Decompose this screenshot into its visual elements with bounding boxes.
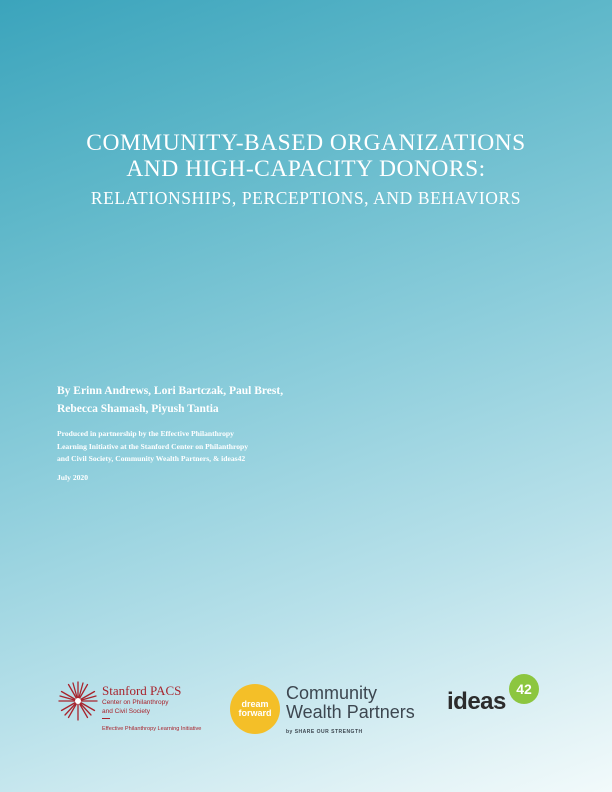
stanford-pacs-logo bbox=[58, 681, 208, 737]
cwp-name bbox=[286, 684, 415, 722]
dream-forward-badge bbox=[230, 684, 280, 734]
partnership-line-1: Produced in partnership by the Effective Philanthropy bbox=[57, 429, 234, 438]
cwp-name-line-1: Community bbox=[286, 683, 378, 703]
partnership-line-3: and Civil Society, Community Wealth Partners, & ideas42 bbox=[57, 454, 246, 463]
pacs-initiative: Effective Philanthropy Learning Initiative bbox=[102, 726, 202, 732]
pacs-text bbox=[102, 684, 181, 721]
ideas-wordmark: ideas bbox=[447, 688, 506, 715]
pacs-name: Stanford PACS bbox=[102, 683, 182, 698]
title-line-2: AND HIGH-CAPACITY DONORS: bbox=[126, 156, 486, 182]
subtitle: RELATIONSHIPS, PERCEPTIONS, AND BEHAVIORS bbox=[90, 188, 522, 208]
ideas42-badge: 42 bbox=[509, 674, 539, 704]
report-title bbox=[0, 130, 612, 210]
pacs-sub-1: Center on Philanthropy bbox=[102, 699, 169, 706]
cwp-name-line-2: Wealth Partners bbox=[286, 702, 415, 722]
cwp-tagline: by SHARE OUR STRENGTH bbox=[286, 729, 363, 735]
partnership-line-2: Learning Initiative at the Stanford Center on Philanthropy bbox=[57, 441, 249, 451]
starburst-icon bbox=[58, 681, 98, 721]
community-wealth-partners-logo bbox=[230, 684, 430, 738]
pacs-rule bbox=[102, 718, 110, 719]
authors-line-1: By Erinn Andrews, Lori Bartczak, Paul Brest, bbox=[57, 385, 284, 397]
title-line-1: COMMUNITY-BASED ORGANIZATIONS bbox=[86, 130, 526, 156]
badge-line-1: dream bbox=[241, 699, 269, 709]
badge-line-2: forward bbox=[238, 708, 272, 718]
authors-line-2: Rebecca Shamash, Piyush Tantia bbox=[57, 403, 219, 415]
publication-date: July 2020 bbox=[57, 473, 89, 482]
authors bbox=[57, 382, 327, 418]
pacs-sub-2: and Civil Society bbox=[102, 707, 151, 715]
ideas42-logo bbox=[447, 674, 547, 724]
partnership-note bbox=[57, 428, 337, 466]
